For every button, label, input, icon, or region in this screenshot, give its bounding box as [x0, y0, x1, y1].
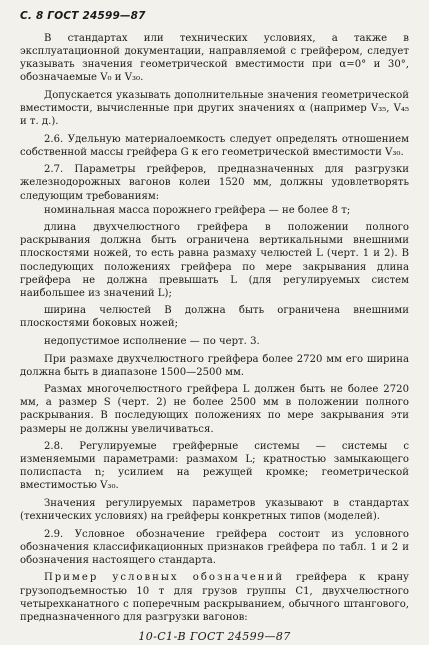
paragraph: номинальная масса порожнего грейфера — не более 8 т; — [44, 204, 351, 216]
paragraph: 2.7. Параметры грейферов, предназначенных для разгрузки железнодорожных вагонов колеи 1520 мм, должны удовлетворять следующим требованиям: — [20, 164, 409, 202]
example-text: грейфера к крану грузоподъемностью 10 т для грузов группы С1, двухчелюстного четырехканатного с поперечным раскрыванием, обычного штангового, предназначенного для разгрузки вагонов: — [20, 572, 409, 623]
paragraph: 2.9. Условное обозначение грейфера состоит из условного обозначения классификационных признаков грейфера по табл. 1 и 2 и обозначения настоящего стандарта. — [20, 528, 409, 566]
paragraph: Значения регулируемых параметров указывают в стандартах (технических условиях) на грейферы конкретных типов (моделей). — [20, 498, 409, 523]
paragraph: При размахе двухчелюстного грейфера более 2720 мм его ширина должна быть в диапазоне 1500—2500 мм. — [20, 353, 409, 378]
example-heading: Пример условных обозначений — [44, 572, 285, 584]
paragraph: ширина челюстей B должна быть ограничена внешними плоскостями боковых ножей; — [20, 305, 409, 330]
paragraph: Размах многочелюстного грейфера L должен быть не более 2720 мм, а размер S (черт. 2) не более 2500 мм в положении полного раскрывания. В последующих положениях по мере закрывания эти размеры не должны увеличиваться. — [20, 384, 409, 435]
paragraph: Допускается указывать дополнительные значения геометрической вместимости, вычисленные при других значениях α (например V₃₅, V₄₅ и т. д.). — [20, 89, 409, 128]
paragraph: недопустимое исполнение — по черт. 3. — [44, 335, 260, 347]
document-body — [20, 32, 409, 643]
page-header: С. 8 ГОСТ 24599—87 — [20, 10, 146, 22]
paragraph: В стандартах или технических условиях, а также в эксплуатационной документации, направляемой с грейфером, следует указывать значения геометрической вместимости при α=0° и 30°, обозначаемые V₀ и V₃₀. — [20, 33, 409, 84]
example-paragraph — [20, 571, 409, 623]
designation-example: 10-С1-В ГОСТ 24599—87 — [138, 629, 291, 643]
paragraph: длина двухчелюстного грейфера в положении полного раскрывания должна быть ограничена вертикальными внешними плоскостями ножей, то есть равна размаху челюстей L (черт. 1 и 2). В последующих положениях грейфера по мере закрывания длина грейфера не должна превышать L (для регулируемых систем наибольшее из значений L); — [20, 222, 409, 299]
paragraph: 2.6. Удельную материалоемкость следует определять отношением собственной массы грейфера G к его геометрической вместимости V₃₀. — [20, 133, 409, 158]
paragraph: 2.8. Регулируемые грейферные системы — системы с изменяемыми параметрами: размахом L; кратностью замыкающего полиспаста n; усилием на режущей кромке; геометрической вместимостью V₃₀. — [20, 441, 409, 492]
